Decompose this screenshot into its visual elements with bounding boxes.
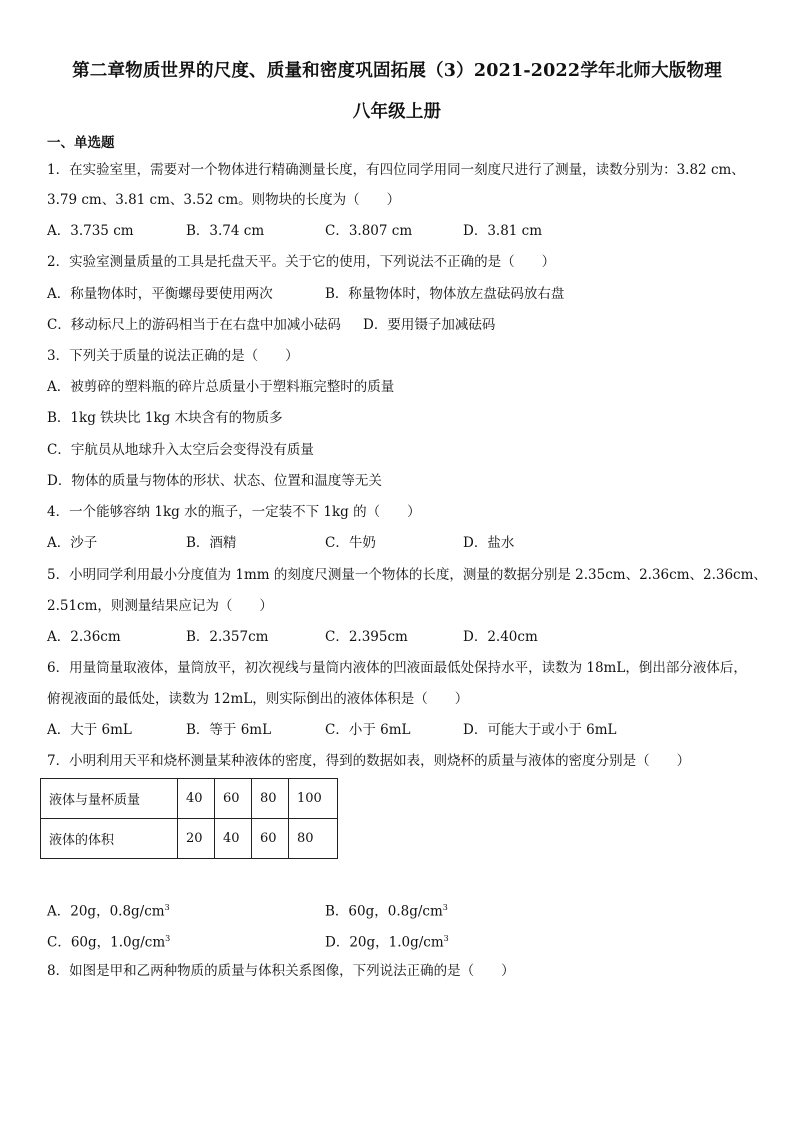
q6-option-a: A．大于 6mL bbox=[47, 722, 132, 738]
table-cell: 60 bbox=[215, 779, 252, 819]
table-cell: 20 bbox=[178, 819, 215, 859]
q5-option-c: C．2.395cm bbox=[325, 629, 408, 645]
data-table bbox=[40, 778, 338, 859]
q4-option-a: A．沙子 bbox=[47, 535, 98, 551]
q3-option-c: C．宇航员从地球升入太空后会变得没有质量 bbox=[47, 442, 314, 458]
document-title: 第二章物质世界的尺度、质量和密度巩固拓展（3）2021-2022学年北师大版物理 bbox=[72, 61, 722, 81]
q7-option-d: D．20g，$1.0g/cm^3$ bbox=[325, 934, 449, 951]
question-8-text: 8．如图是甲和乙两种物质的质量与体积关系图像，下列说法正确的是（ ） bbox=[47, 963, 515, 979]
question-7-text: 7．小明利用天平和烧杯测量某种液体的密度，得到的数据如表，则烧杯的质量与液体的密度分别是（ ） bbox=[47, 753, 691, 769]
q1-option-d: D．3.81 cm bbox=[463, 223, 543, 239]
q3-option-d: D．物体的质量与物体的形状、状态、位置和温度等无关 bbox=[47, 473, 382, 489]
q4-option-d: D．盐水 bbox=[463, 535, 515, 551]
table-row bbox=[41, 819, 338, 859]
table-cell: 液体的体积 bbox=[41, 819, 178, 859]
q4-option-b: B．酒精 bbox=[186, 535, 237, 551]
question-2-text: 2．实验室测量质量的工具是托盘天平。关于它的使用，下列说法不正确的是（ ） bbox=[47, 254, 556, 270]
q2-option-d: D．要用镊子加减砝码 bbox=[363, 317, 496, 333]
document-subtitle: 八年级上册 bbox=[352, 102, 442, 122]
table-cell: 80 bbox=[289, 819, 338, 859]
table-cell: 80 bbox=[252, 779, 289, 819]
q7-option-c: C．60g，$1.0g/cm^3$ bbox=[47, 934, 171, 951]
question-5-text: 5．小明同学利用最小分度值为 1mm 的刻度尺测量一个物体的长度，测量的数据分别是 2.35cm、2.36cm、2.36cm、 bbox=[47, 567, 767, 583]
table-cell: 100 bbox=[289, 779, 338, 819]
q7-option-b: B．60g，$0.8g/cm^3$ bbox=[325, 903, 448, 920]
q1-option-b: B．3.74 cm bbox=[186, 223, 265, 239]
question-3-text: 3．下列关于质量的说法正确的是（ ） bbox=[47, 348, 299, 364]
question-6-text: 6．用量筒量取液体，量筒放平，初次视线与量筒内液体的凹液面最低处保持水平，读数为 18mL，倒出部分液体后， bbox=[47, 660, 747, 676]
table-cell: 40 bbox=[178, 779, 215, 819]
q6-option-c: C．小于 6mL bbox=[325, 722, 411, 738]
q3-option-b: B．1kg 铁块比 1kg 木块含有的物质多 bbox=[47, 410, 283, 426]
q5-option-d: D．2.40cm bbox=[463, 629, 538, 645]
table-row bbox=[41, 779, 338, 819]
question-6-text-cont: 俯视液面的最低处，读数为 12mL，则实际倒出的液体体积是（ ） bbox=[47, 691, 469, 707]
q7-option-a: A．20g，$0.8g/cm^3$ bbox=[47, 903, 170, 920]
table-cell: 60 bbox=[252, 819, 289, 859]
q6-option-d: D．可能大于或小于 6mL bbox=[463, 722, 617, 738]
q5-option-b: B．2.357cm bbox=[186, 629, 269, 645]
q2-option-b: B．称量物体时，物体放左盘砝码放右盘 bbox=[325, 286, 565, 302]
question-4-text: 4．一个能够容纳 1kg 水的瓶子，一定装不下 1kg 的（ ） bbox=[47, 504, 421, 520]
q6-option-b: B．等于 6mL bbox=[186, 722, 272, 738]
section-heading: 一、单选题 bbox=[47, 135, 115, 151]
q5-option-a: A．2.36cm bbox=[47, 629, 121, 645]
q3-option-a: A．被剪碎的塑料瓶的碎片总质量小于塑料瓶完整时的质量 bbox=[47, 379, 395, 395]
q2-option-c: C．移动标尺上的游码相当于在右盘中加减小砝码 bbox=[47, 317, 341, 333]
question-1-text-cont: 3.79 cm、3.81 cm、3.52 cm。则物块的长度为（ ） bbox=[47, 192, 401, 208]
question-1-text: 1．在实验室里，需要对一个物体进行精确测量长度，有四位同学用同一刻度尺进行了测量，读数分别为：3.82 cm、 bbox=[47, 162, 745, 178]
table-cell: 液体与量杯质量 bbox=[41, 779, 178, 819]
table-cell: 40 bbox=[215, 819, 252, 859]
q1-option-c: C．3.807 cm bbox=[325, 223, 413, 239]
q4-option-c: C．牛奶 bbox=[325, 535, 376, 551]
question-5-text-cont: 2.51cm，则测量结果应记为（ ） bbox=[47, 598, 273, 614]
q2-option-a: A．称量物体时，平衡螺母要使用两次 bbox=[47, 286, 273, 302]
q1-option-a: A．3.735 cm bbox=[47, 223, 134, 239]
